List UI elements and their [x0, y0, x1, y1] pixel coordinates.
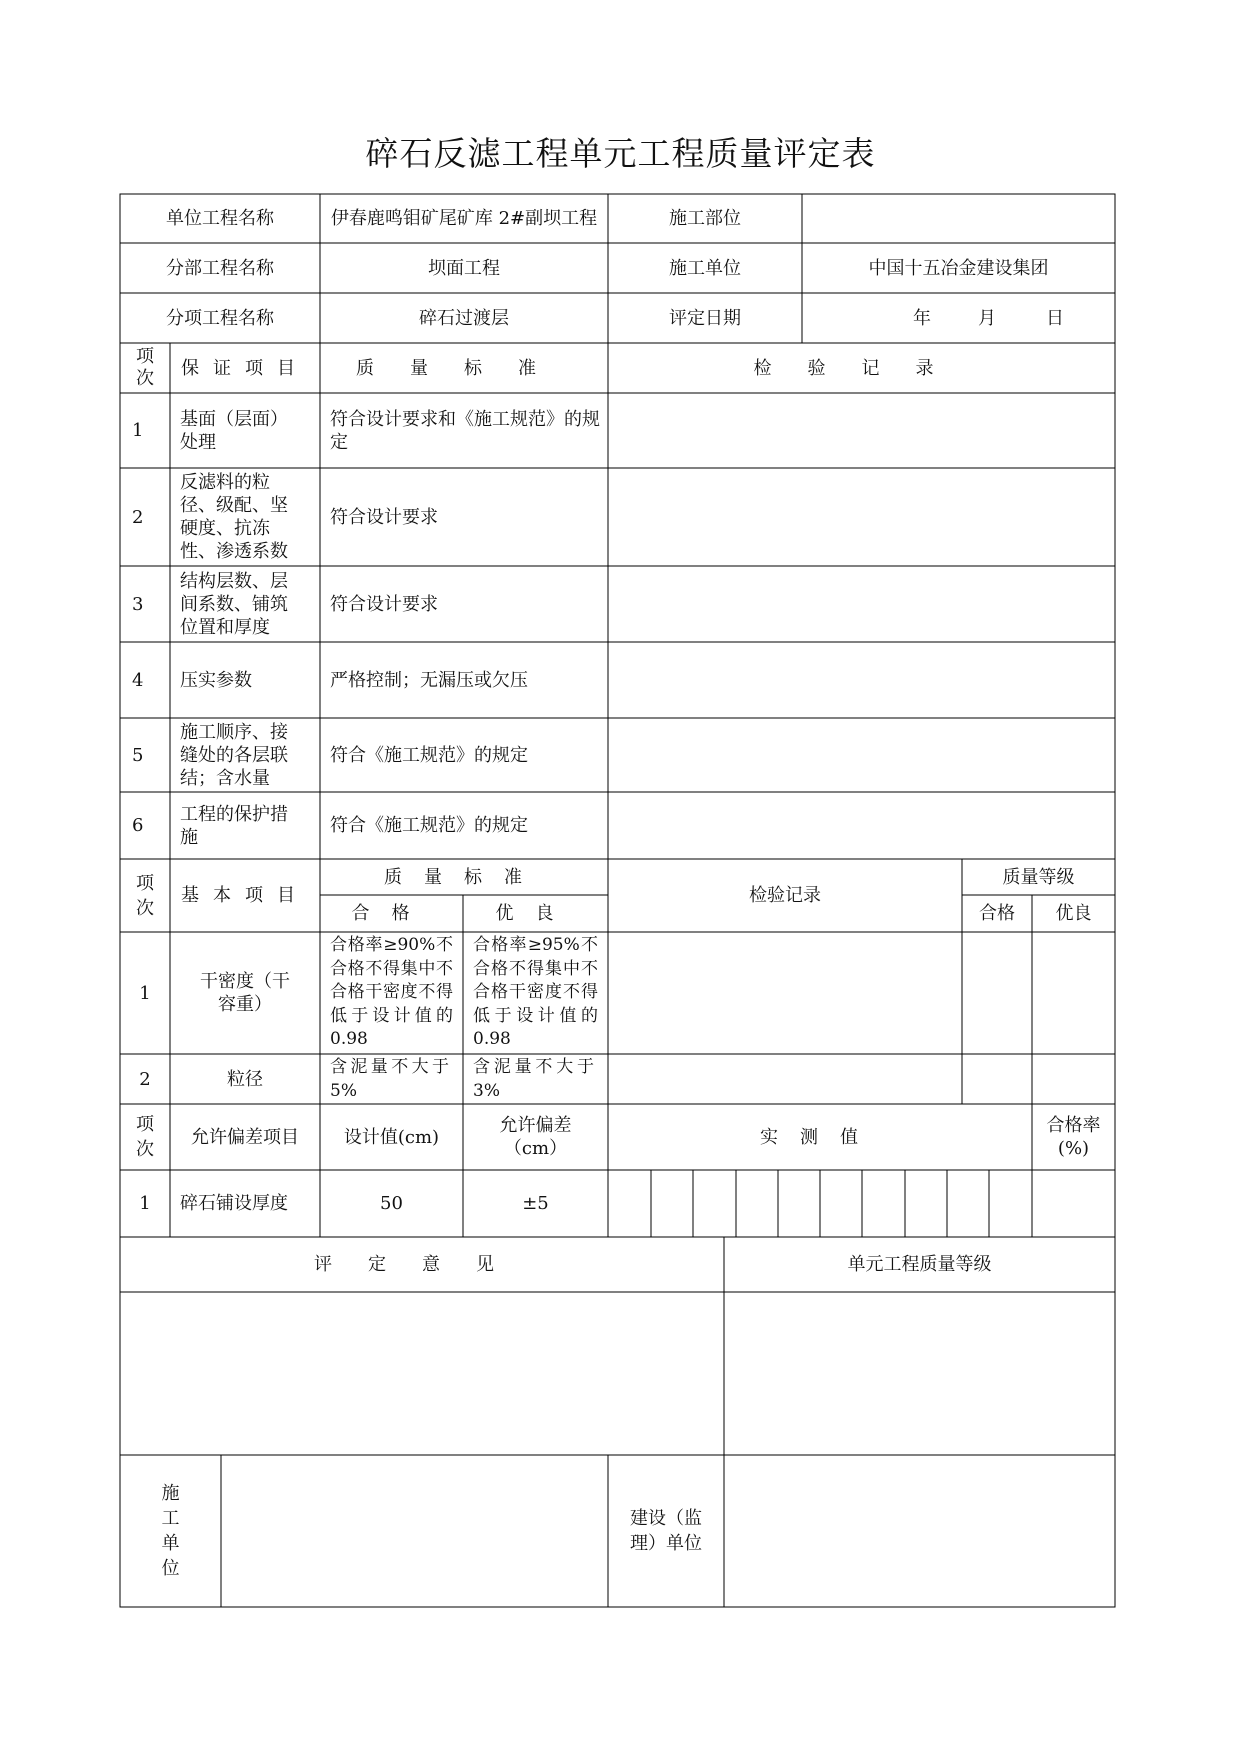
guarantee-row-2-no: 2: [132, 506, 144, 528]
tolerance-allowed-header: 允许偏差（cm）: [499, 1115, 572, 1159]
basic-standard-header: 质量标准: [384, 866, 544, 888]
guarantee-row-1-standard: 符合设计要求和《施工规范》的规定: [330, 408, 600, 453]
guarantee-row-3-item: 结构层数、层间系数、铺筑位置和厚度: [180, 570, 288, 638]
tolerance-item-header: 允许偏差项目: [191, 1126, 299, 1148]
grade-field[interactable]: [724, 1292, 1115, 1455]
guarantee-row-2-item: 反滤料的粒径、级配、坚硬度、抗冻性、渗透系数: [180, 472, 288, 562]
guarantee-row-5-item: 施工顺序、接缝处的各层联结；含水量: [180, 721, 288, 789]
tolerance-row-1-rate[interactable]: [1032, 1170, 1115, 1237]
supervisor-signature-field[interactable]: [724, 1455, 1115, 1607]
unit-project-label: 单位工程名称: [166, 208, 274, 229]
basic-record-header: 检验记录: [749, 885, 821, 906]
date-day: 日: [1046, 307, 1064, 329]
tolerance-design-header: 设计值(cm): [343, 1126, 440, 1148]
guarantee-row-1-record[interactable]: [608, 393, 1115, 468]
guarantee-row-4-no: 4: [132, 669, 144, 691]
contractor-value: 中国十五冶金建设集团: [868, 257, 1049, 279]
date-month: 月: [978, 307, 996, 329]
basic-row-2-record[interactable]: [608, 1054, 962, 1104]
basic-row-1-excellent: 合格率≥95%不合格不得集中不合格干密度不得低于设计值的0.98: [473, 935, 598, 1049]
basic-excellent-header: 优良: [495, 903, 576, 924]
guarantee-row-3-record[interactable]: [608, 566, 1115, 642]
basic-row-1-qualified: 合格率≥90%不合格不得集中不合格干密度不得低于设计值的0.98: [330, 935, 453, 1049]
unit-project-value: 伊春鹿鸣钼矿尾矿库 2#副坝工程: [330, 208, 598, 229]
tolerance-row-1-design: 50: [380, 1193, 403, 1214]
guarantee-row-6-record[interactable]: [608, 792, 1115, 859]
tolerance-row-1-item: 碎石铺设厚度: [180, 1193, 288, 1214]
grade-label: 单元工程质量等级: [847, 1254, 992, 1275]
guarantee-row-3-standard: 符合设计要求: [330, 593, 438, 615]
measured-cell-6[interactable]: [820, 1170, 862, 1237]
measured-cell-3[interactable]: [693, 1170, 736, 1237]
page-title: 碎石反滤工程单元工程质量评定表: [365, 134, 876, 173]
measured-cell-9[interactable]: [947, 1170, 989, 1237]
guarantee-row-1-no: 1: [132, 420, 144, 441]
guarantee-item-header: 保证项目: [181, 357, 309, 379]
guarantee-row-5-standard: 符合《施工规范》的规定: [330, 744, 528, 766]
basic-row-1-no: 1: [139, 982, 151, 1004]
basic-row-2-qualified: 含泥量不大于5%: [330, 1057, 449, 1101]
basic-row-1-record[interactable]: [608, 932, 962, 1054]
basic-grade-excellent-header: 优良: [1055, 903, 1092, 924]
tolerance-no-header: 项次: [136, 1114, 154, 1160]
basic-grade-qualified-header: 合格: [979, 903, 1015, 924]
guarantee-row-4-standard: 严格控制；无漏压或欠压: [330, 669, 528, 691]
guarantee-row-4-record[interactable]: [608, 642, 1115, 718]
division-label: 分部工程名称: [166, 257, 274, 279]
basic-row-2-no: 2: [139, 1068, 151, 1090]
basic-qualified-header: 合格: [351, 903, 432, 924]
guarantee-row-4-item: 压实参数: [180, 669, 252, 691]
measured-cell-5[interactable]: [778, 1170, 820, 1237]
date-label: 评定日期: [669, 307, 741, 329]
basic-no-header: 项次: [136, 872, 154, 919]
basic-grade-header: 质量等级: [1002, 866, 1075, 888]
guarantee-row-1-item: 基面（层面）处理: [180, 408, 279, 453]
tolerance-row-1-allowed: ±5: [522, 1193, 549, 1214]
basic-row-1-item: 干密度（干容重）: [200, 971, 290, 1015]
basic-row-2-excellent: 含泥量不大于3%: [473, 1057, 594, 1101]
site-part-value: [802, 194, 1115, 243]
guarantee-record-header: 检验记录: [753, 357, 970, 379]
basic-row-2-item: 粒径: [227, 1068, 263, 1090]
opinion-field[interactable]: [120, 1292, 724, 1455]
opinion-label: 评定意见: [314, 1254, 530, 1275]
contractor-signature-label: 施工单位: [161, 1483, 180, 1579]
guarantee-row-6-standard: 符合《施工规范》的规定: [330, 815, 528, 836]
site-part-label: 施工部位: [669, 208, 741, 229]
supervisor-signature-label: 建设（监理）单位: [630, 1508, 702, 1554]
guarantee-row-3-no: 3: [132, 593, 144, 615]
guarantee-row-2-record[interactable]: [608, 468, 1115, 566]
date-year: 年: [913, 307, 931, 329]
tolerance-measured-header: 实测值: [760, 1126, 880, 1148]
measured-cell-4[interactable]: [736, 1170, 778, 1237]
guarantee-row-5-record[interactable]: [608, 718, 1115, 792]
subitem-value: 碎石过渡层: [419, 307, 509, 329]
measured-cell-1[interactable]: [608, 1170, 651, 1237]
guarantee-row-6-no: 6: [132, 815, 144, 836]
guarantee-row-2-standard: 符合设计要求: [330, 506, 438, 528]
measured-cell-8[interactable]: [905, 1170, 947, 1237]
contractor-label: 施工单位: [669, 257, 741, 279]
contractor-signature-field[interactable]: [221, 1455, 608, 1607]
basic-row-1-grade-qualified[interactable]: [962, 932, 1032, 1054]
basic-item-header: 基本项目: [181, 885, 309, 906]
basic-row-1-grade-excellent[interactable]: [1032, 932, 1115, 1054]
tolerance-row-1-no: 1: [139, 1193, 151, 1214]
tolerance-rate-header: 合格率(%): [1046, 1115, 1101, 1159]
subitem-label: 分项工程名称: [166, 307, 274, 329]
measured-cell-10[interactable]: [989, 1170, 1032, 1237]
guarantee-row-6-item: 工程的保护措施: [180, 803, 288, 848]
measured-cell-7[interactable]: [862, 1170, 905, 1237]
division-value: 坝面工程: [428, 257, 500, 279]
measured-cell-2[interactable]: [651, 1170, 693, 1237]
guarantee-row-5-no: 5: [132, 744, 144, 766]
guarantee-standard-header: 质量标准: [356, 357, 572, 379]
guarantee-no-header: 项次: [136, 346, 154, 389]
